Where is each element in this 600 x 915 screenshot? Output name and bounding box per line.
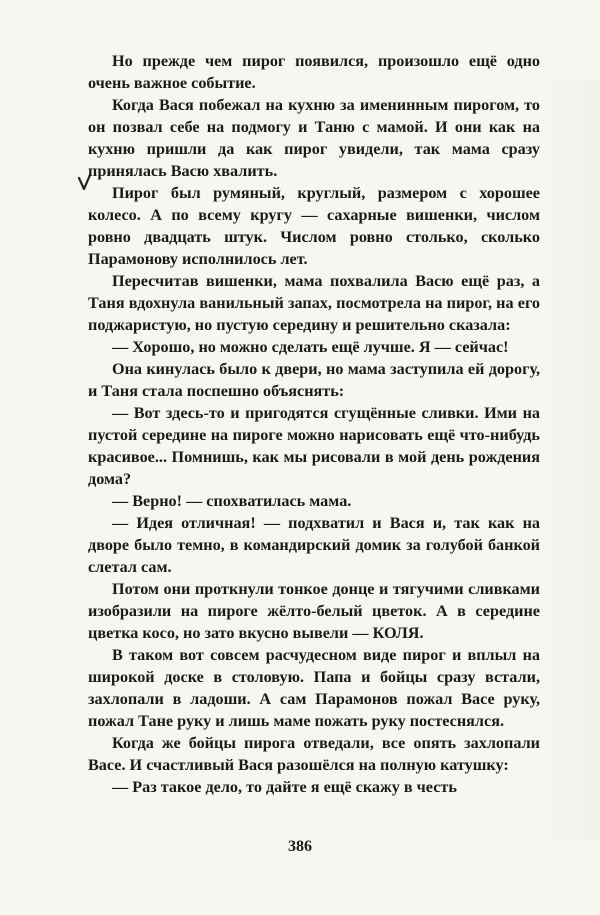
paragraph: Она кинулась было к двери, но мама заступила ей дорогу, и Таня стала поспешно объяснять: — [88, 360, 540, 400]
paragraph: Когда Вася побежал на кухню за именинным пирогом, то он позвал себе на подмогу и Таню с мамой. И они как на кухню пришли да как пирог увидели, так мама сразу принялась Васю хвалить. — [88, 96, 540, 180]
body-text — [88, 50, 540, 798]
paragraph: Когда же бойцы пирога отведали, все опять захлопали Васе. И счастливый Вася разошёлся на полную катушку: — [88, 734, 540, 774]
page-number: 386 — [288, 838, 312, 855]
paragraph: — Идея отличная! — подхватил и Вася и, так как на дворе было темно, в командирский домик за голубой банкой слетал сам. — [88, 514, 540, 576]
paragraph: Пирог был румяный, круглый, размером с хорошее колесо. А по всему кругу — сахарные вишенки, числом ровно двадцать штук. Числом ровно столько, сколько Парамонову исполнилось лет. — [88, 184, 540, 268]
paragraph: — Верно! — спохватилась мама. — [112, 492, 352, 510]
paragraph: Пересчитав вишенки, мама похвалила Васю ещё раз, а Таня вдохнула ванильный запах, посмотрела на пирог, на его поджаристую, но пустую середину и решительно сказала: — [88, 272, 540, 334]
paragraph: В таком вот совсем расчудесном виде пирог и вплыл на широкой доске в столовую. Папа и бойцы сразу встали, захлопали в ладоши. А сам Парамонов пожал Васе руку, пожал Тане руку и лишь маме пожать руку постеснялся. — [88, 646, 540, 730]
paragraph: — Хорошо, но можно сделать ещё лучше. Я — сейчас! — [112, 338, 509, 356]
paragraph: — Раз такое дело, то дайте я ещё скажу в честь — [112, 778, 457, 796]
paragraph: Но прежде чем пирог появился, произошло ещё одно очень важное событие. — [88, 52, 540, 92]
page-bleed-shadow — [540, 80, 600, 840]
paragraph: — Вот здесь-то и пригодятся сгущённые сливки. Ими на пустой середине на пироге можно нарисовать ещё что-нибудь красивое... Помнишь, как мы рисовали в мой день рождения дома? — [88, 404, 540, 488]
paragraph: Потом они проткнули тонкое донце и тягучими сливками изобразили на пироге жёлто-белый цветок. А в середине цветка косо, но зато вкусно вывели — КОЛЯ. — [88, 580, 540, 642]
